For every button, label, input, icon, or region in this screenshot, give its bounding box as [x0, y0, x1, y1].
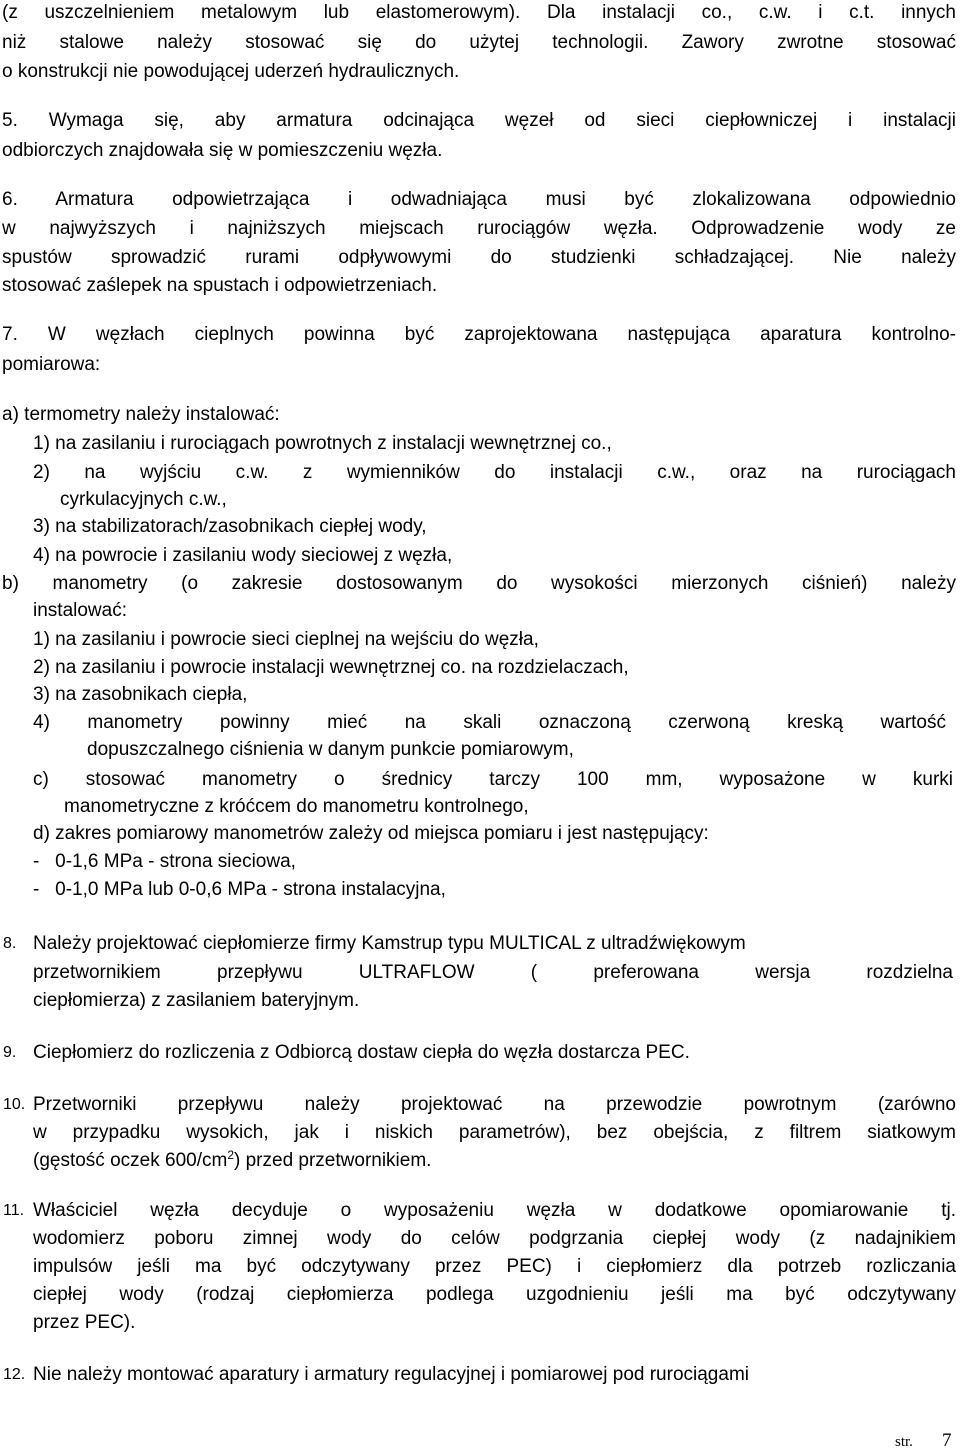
point-7a-2: 2) na wyjściu c.w. z wymienników do instalacji c.w., oraz na rurociągach — [33, 462, 956, 483]
point-10-line-3-b: ) przed przetwornikiem. — [234, 1150, 432, 1171]
point-7-line-2: pomiarowa: — [2, 354, 101, 375]
point-10-superscript: 2 — [227, 1148, 234, 1162]
point-9-number: 9. — [3, 1044, 17, 1061]
page-number-label: str. — [895, 1434, 913, 1450]
point-7b-4: 4) manometry powinny mieć na skali oznaczoną czerwoną kreską wartość — [33, 712, 946, 733]
point-7b-4-cont: dopuszczalnego ciśnienia w danym punkcie pomiarowym, — [87, 739, 574, 760]
point-7a-2-cont: cyrkulacyjnych c.w., — [60, 489, 227, 510]
point-7d-2: - 0-1,0 MPa lub 0-0,6 MPa - strona instalacyjna, — [33, 879, 446, 900]
point-7-line-1: 7. W węzłach cieplnych powinna być zaprojektowana następująca aparatura kontrolno- — [2, 324, 956, 345]
point-6-line-3: spustów sprowadzić rurami odpływowymi do studzienki schładzającej. Nie należy — [2, 247, 956, 268]
point-7d-1: - 0-1,6 MPa - strona sieciowa, — [33, 851, 296, 872]
point-6-line-4: stosować zaślepek na spustach i odpowietrzeniach. — [2, 275, 438, 296]
point-8-line-1: Należy projektować ciepłomierze firmy Kamstrup typu MULTICAL z ultradźwiękowym — [33, 933, 746, 954]
point-7a-1: 1) na zasilaniu i rurociągach powrotnych z instalacji wewnętrznej co., — [33, 433, 612, 454]
point-9-line-1: Ciepłomierz do rozliczenia z Odbiorcą dostaw ciepła do węzła dostarcza PEC. — [33, 1042, 690, 1063]
point-10-line-3 — [33, 1148, 432, 1171]
point-7b-1: 1) na zasilaniu i powrocie sieci cieplnej na wejściu do węzła, — [33, 629, 539, 650]
point-11-line-5: przez PEC). — [33, 1312, 136, 1333]
point-10-number: 10. — [3, 1096, 26, 1113]
point-12-number: 12. — [3, 1366, 26, 1383]
point-7b-3: 3) na zasobnikach ciepła, — [33, 684, 248, 705]
point-8-line-2: przetwornikiem przepływu ULTRAFLOW ( preferowana wersja rozdzielna — [33, 962, 953, 983]
point-5-line-2: odbiorczych znajdowała się w pomieszczeniu węzła. — [2, 140, 443, 161]
point-6-line-1: 6. Armatura odpowietrzająca i odwadniająca musi być zlokalizowana odpowiednio — [2, 189, 956, 210]
point-6-line-2: w najwyższych i najniższych miejscach rurociągów węzła. Odprowadzenie wody ze — [2, 218, 956, 239]
point-7d: d) zakres pomiarowy manometrów zależy od miejsca pomiaru i jest następujący: — [33, 823, 709, 844]
point-7b: b) manometry (o zakresie dostosowanym do wysokości mierzonych ciśnień) należy — [2, 573, 956, 594]
point-7c: c) stosować manometry o średnicy tarczy 100 mm, wyposażone w kurki — [33, 769, 953, 790]
point-10-line-3-a: (gęstość oczek 600/cm — [33, 1150, 228, 1171]
point-12-line-1: Nie należy montować aparatury i armatury regulacyjnej i pomiarowej pod rurociągami — [33, 1364, 749, 1385]
point-10-line-1: Przetworniki przepływu należy projektować na przewodzie powrotnym (zarówno — [33, 1094, 956, 1115]
point-7b-2: 2) na zasilaniu i powrocie instalacji wewnętrznej co. na rozdzielaczach, — [33, 657, 629, 678]
intro-line-1: (z uszczelnieniem metalowym lub elastomerowym). Dla instalacji co., c.w. i c.t. innych — [2, 2, 956, 23]
point-11-line-1: Właściciel węzła decyduje o wyposażeniu węzła w dodatkowe opomiarowanie tj. — [33, 1200, 956, 1221]
point-7a-3: 3) na stabilizatorach/zasobnikach ciepłej wody, — [33, 516, 427, 537]
point-8-number: 8. — [3, 935, 17, 952]
point-8-line-3: ciepłomierza) z zasilaniem bateryjnym. — [33, 990, 360, 1011]
point-5-line-1: 5. Wymaga się, aby armatura odcinająca węzeł od sieci ciepłowniczej i instalacji — [2, 110, 956, 131]
intro-line-3: o konstrukcji nie powodującej uderzeń hydraulicznych. — [2, 61, 460, 82]
point-7a-4: 4) na powrocie i zasilaniu wody sieciowej z węzła, — [33, 545, 453, 566]
intro-line-2: niż stalowe należy stosować się do użytej technologii. Zawory zwrotne stosować — [2, 32, 956, 53]
page-number: 7 — [942, 1430, 952, 1451]
point-10-line-2: w przypadku wysokich, jak i niskich parametrów), bez obejścia, z filtrem siatkowym — [33, 1122, 956, 1143]
point-7a: a) termometry należy instalować: — [2, 404, 280, 425]
point-7b-cont: instalować: — [33, 600, 127, 621]
point-11-line-4: ciepłej wody (rodzaj ciepłomierza podlega uzgodnieniu jeśli ma być odczytywany — [33, 1284, 956, 1305]
point-11-number: 11. — [3, 1202, 25, 1219]
point-11-line-3: impulsów jeśli ma być odczytywany przez PEC) i ciepłomierz dla potrzeb rozliczania — [33, 1256, 956, 1277]
point-11-line-2: wodomierz poboru zimnej wody do celów podgrzania ciepłej wody (z nadajnikiem — [33, 1228, 956, 1249]
point-7c-cont: manometryczne z króćcem do manometru kontrolnego, — [64, 796, 529, 817]
